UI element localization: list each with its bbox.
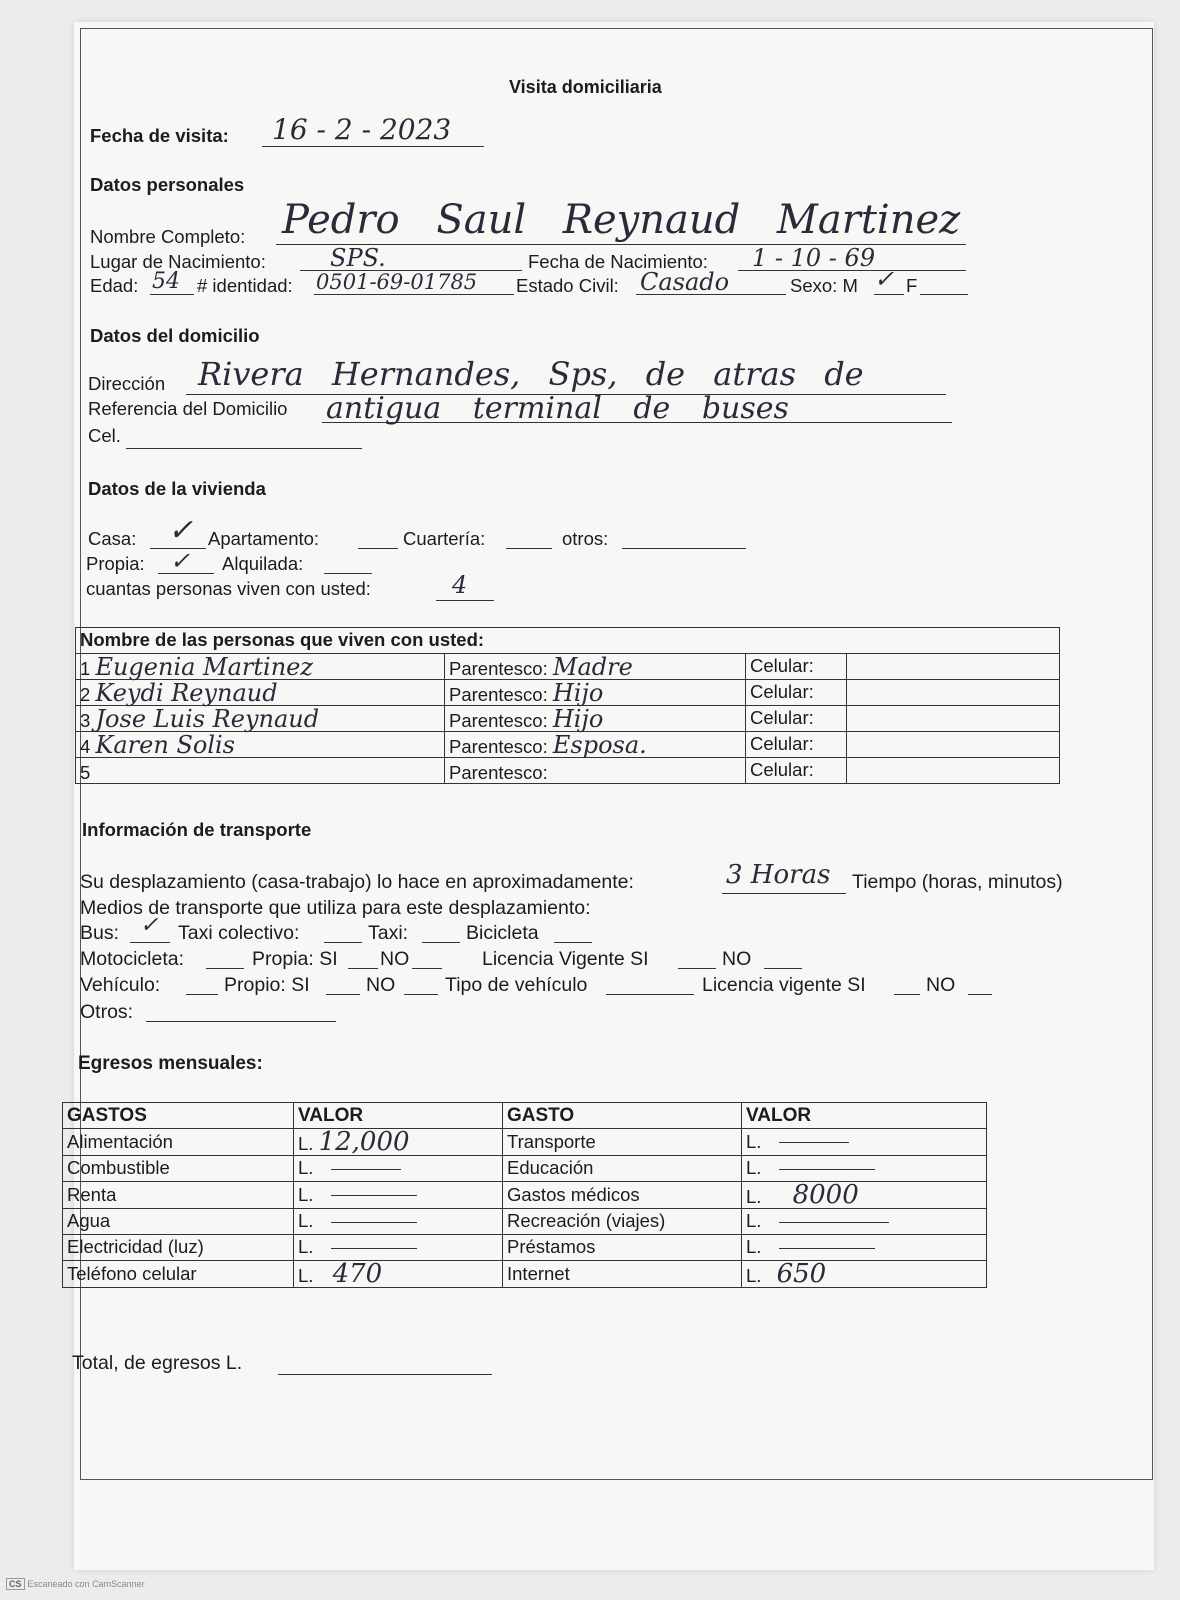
taxi-colectivo-label: Taxi colectivo: [178,922,300,944]
moto-propia-label: Propia: SI [252,948,338,970]
expense-label: Renta [63,1182,294,1209]
blank-dash [779,1169,875,1170]
transport-heading: Información de transporte [82,819,312,840]
expense-label: Alimentación [63,1129,294,1156]
address-value: Rivera Hernandes, Sps, de atras de [198,355,864,393]
expense-label: Electricidad (luz) [63,1235,294,1261]
birthdate-value: 1 - 10 - 69 [752,244,876,272]
table-row [63,1235,987,1261]
visit-date-value: 16 - 2 - 2023 [272,113,452,146]
blank-dash [779,1142,849,1143]
parentesco-label: Parentesco: [449,735,548,757]
moto-licencia-no-label: NO [722,948,752,970]
member-relation: Hijo [552,704,604,733]
moto-licencia-label: Licencia Vigente SI [482,948,649,970]
blank-dash [331,1248,417,1249]
housing-heading: Datos de la vivienda [88,478,266,499]
address-heading: Datos del domicilio [90,325,260,346]
taxi-label: Taxi: [368,922,409,944]
address-label: Dirección [88,373,166,394]
propia-check: ✓ [170,547,191,575]
bus-check: ✓ [140,913,159,938]
tipo-vehiculo-label: Tipo de vehículo [445,974,588,996]
taxi-colectivo-line [324,942,362,943]
table-row [63,1182,987,1209]
blank-dash [779,1222,889,1223]
row-number: 5 [80,761,91,783]
visit-date-line [262,146,484,147]
currency-label: L. [746,1236,762,1258]
cuarteria-label: Cuartería: [403,528,486,549]
scanner-footer [6,1578,145,1590]
table-row [76,706,1060,732]
expense-value: 8000 [792,1180,859,1210]
col-valor-header: VALOR [294,1103,503,1129]
member-relation: Madre [552,652,633,681]
expense-label: Educación [503,1156,742,1182]
id-label: # identidad: [197,275,293,296]
sex-label: Sexo: M [790,275,858,296]
total-label: Total, de egresos L. [72,1352,243,1374]
commute-value: 3 Horas [726,860,831,890]
col-gastos-header: GASTOS [63,1103,294,1129]
celular-value [847,654,1060,680]
form-title: Visita domiciliaria [509,77,662,97]
blank-dash [331,1169,401,1170]
table-row [76,680,1060,706]
moto-label: Motocicleta: [80,948,185,970]
expenses-table [62,1102,987,1288]
moto-line [206,968,244,969]
bus-line [130,942,170,943]
currency-label: L. [298,1133,314,1154]
moto-no-line [412,968,442,969]
persons-line [436,600,494,601]
vehiculo-licencia-si-line [894,994,920,995]
household-heading: Nombre de las personas que viven con usted: [76,628,1060,654]
sex-f-line [920,294,968,295]
birthdate-label: Fecha de Nacimiento: [528,251,708,272]
commute-unit-label: Tiempo (horas, minutos) [852,871,1063,893]
age-value: 54 [152,269,180,294]
expense-label: Recreación (viajes) [503,1209,742,1235]
parentesco-label: Parentesco: [449,709,548,731]
member-relation: Esposa. [552,730,647,759]
member-name: Karen Solis [95,730,235,759]
parentesco-label: Parentesco: [449,657,548,679]
row-number: 2 [80,683,91,705]
birthplace-value: SPS. [330,244,386,272]
vehiculo-propio-label: Propio: SI [224,974,310,996]
age-label: Edad: [90,275,139,296]
cuarteria-line [506,548,552,549]
table-row [76,654,1060,680]
currency-label: L. [298,1265,314,1286]
blank-dash [779,1248,875,1249]
expense-value: 12,000 [318,1127,410,1157]
expense-label: Internet [503,1261,742,1288]
celular-label: Celular: [746,706,847,732]
celular-label: Celular: [746,654,847,680]
name-label: Nombre Completo: [90,226,246,247]
expense-value: 470 [332,1259,383,1289]
currency-label: L. [746,1186,762,1207]
id-line [314,294,514,295]
visit-date-label: Fecha de visita: [90,125,229,146]
expense-label: Transporte [503,1129,742,1156]
currency-label: L. [746,1210,762,1232]
id-value: 0501-69-01785 [316,270,478,294]
propia-label: Propia: [86,553,145,574]
celular-label: Celular: [746,732,847,758]
total-line [278,1374,492,1375]
currency-label: L. [746,1157,762,1179]
celular-value [847,680,1060,706]
celular-label: Celular: [746,680,847,706]
cel-label: Cel. [88,425,121,446]
col-valor2-header: VALOR [742,1103,987,1129]
vehiculo-line [186,994,218,995]
otros-label: otros: [562,528,609,549]
alquilada-label: Alquilada: [222,553,304,574]
name-value: Pedro Saul Reynaud Martinez [282,197,961,243]
bicicleta-label: Bicicleta [466,922,539,944]
civil-label: Estado Civil: [516,275,619,296]
vehiculo-no-label: NO [366,974,396,996]
member-relation: Hijo [552,678,604,707]
civil-value: Casado [640,268,730,296]
persons-label: cuantas personas viven con usted: [86,578,371,599]
celular-value [847,706,1060,732]
otros-line [622,548,746,549]
expense-label: Teléfono celular [63,1261,294,1288]
table-row [63,1209,987,1235]
vehiculo-propio-si-line [326,994,360,995]
bus-label: Bus: [80,922,120,944]
table-row [76,758,1060,784]
currency-label: L. [746,1265,762,1286]
transport-otros-label: Otros: [80,1001,134,1023]
alquilada-line [324,573,372,574]
camscanner-logo-icon: CS [6,1578,25,1590]
vehiculo-licencia-no-line [968,994,992,995]
table-row [63,1129,987,1156]
expense-value: 650 [776,1259,827,1289]
currency-label: L. [298,1210,314,1232]
vehiculo-licencia-no-label: NO [926,974,956,996]
currency-label: L. [746,1130,762,1152]
casa-check: ✓ [168,513,194,548]
sex-m-line [874,294,904,295]
moto-licencia-si-line [678,968,716,969]
expense-label: Combustible [63,1156,294,1182]
table-row [63,1156,987,1182]
commute-line [722,893,846,894]
moto-licencia-no-line [764,968,802,969]
member-name: Eugenia Martinez [95,652,314,681]
member-name: Jose Luis Reynaud [95,704,320,733]
moto-propia-si-line [348,968,378,969]
currency-label: L. [298,1236,314,1258]
household-table [75,627,1060,784]
sex-f-label: F [906,275,918,296]
persons-value: 4 [452,571,468,599]
moto-no-label: NO [380,948,410,970]
currency-label: L. [298,1157,314,1179]
parentesco-label: Parentesco: [449,761,548,783]
transport-otros-line [146,1021,336,1022]
col-gasto-header: GASTO [503,1103,742,1129]
transport-means-label: Medios de transporte que utiliza para este desplazamiento: [80,897,591,919]
parentesco-label: Parentesco: [449,683,548,705]
blank-dash [331,1195,417,1196]
table-row [63,1261,987,1288]
celular-value [847,732,1060,758]
scanner-footer-text: Escaneado con CamScanner [27,1579,145,1589]
apartamento-label: Apartamento: [208,528,320,549]
row-number: 3 [80,709,91,731]
expense-label: Préstamos [503,1235,742,1261]
cel-line [126,448,362,449]
expenses-heading: Egresos mensuales: [78,1053,263,1074]
blank-dash [331,1222,417,1223]
expense-label: Agua [63,1209,294,1235]
sex-m-check: ✓ [874,265,895,293]
birthplace-label: Lugar de Nacimiento: [90,251,266,272]
row-number: 4 [80,735,91,757]
expense-label: Gastos médicos [503,1182,742,1209]
taxi-line [422,942,460,943]
age-line [150,294,194,295]
vehiculo-no-line [404,994,438,995]
tipo-vehiculo-line [606,994,694,995]
vehiculo-label: Vehículo: [80,974,161,996]
vehiculo-licencia-label: Licencia vigente SI [702,974,866,996]
reference-value: antigua terminal de buses [326,391,789,426]
celular-value [847,758,1060,784]
commute-label: Su desplazamiento (casa-trabajo) lo hace en aproximadamente: [80,871,634,893]
currency-label: L. [298,1183,314,1205]
member-name: Keydi Reynaud [95,678,278,707]
reference-label: Referencia del Domicilio [88,398,288,419]
table-row [76,732,1060,758]
personal-heading: Datos personales [90,174,245,195]
celular-label: Celular: [746,758,847,784]
bicicleta-line [554,942,592,943]
apartamento-line [358,548,398,549]
row-number: 1 [80,657,91,679]
casa-label: Casa: [88,528,137,549]
